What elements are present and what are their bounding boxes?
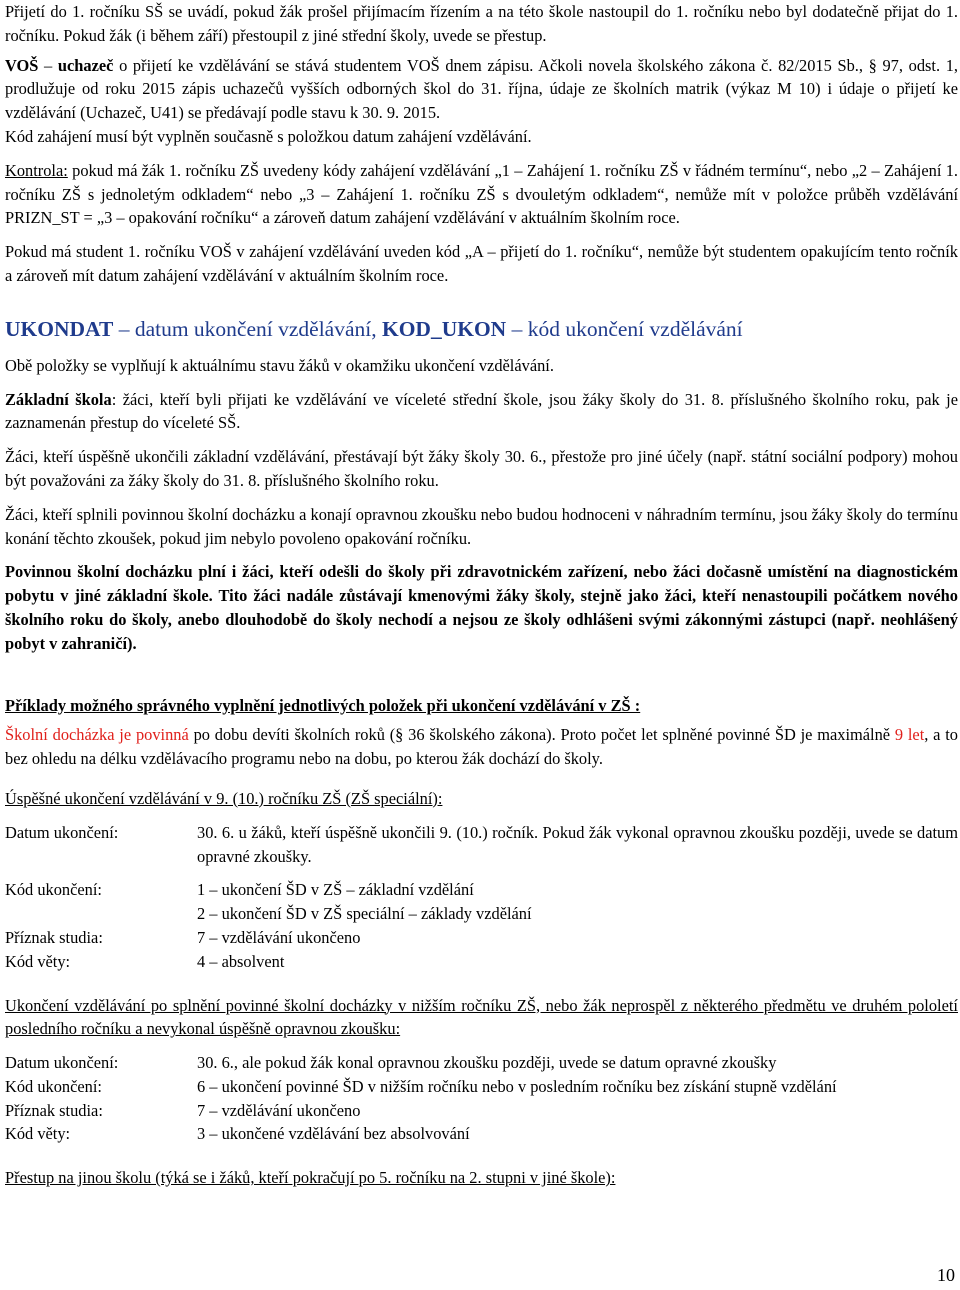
section-heading-ukondat bbox=[5, 314, 958, 344]
field-label: Kód ukončení: bbox=[5, 1076, 102, 1096]
field-value: 2 – ukončení ŠD v ZŠ speciální – základy vzdělání bbox=[197, 904, 532, 924]
field-label: Datum ukončení: bbox=[5, 1053, 119, 1073]
field-row bbox=[5, 1051, 958, 1075]
nizsi-rocnik-fields bbox=[5, 1051, 958, 1146]
datum-ukonceni-row bbox=[5, 821, 958, 869]
field-value: 6 – ukončení povinné ŠD v nižším ročníku nebo v posledním ročníku bez získání stupně vzdělání bbox=[197, 1076, 837, 1096]
field-row bbox=[5, 926, 958, 950]
field-row bbox=[5, 950, 958, 974]
heading-kod-ukon: KOD_UKON bbox=[381, 316, 507, 341]
datum-ukonceni-label: Datum ukončení: bbox=[5, 822, 119, 842]
zakladni-skola-label: Základní škola bbox=[5, 389, 112, 409]
section-title-prestup: Přestup na jinou školu (týká se i žáků, kteří pokračují po 5. ročníku na 2. stupni v jiné škole): bbox=[5, 1168, 616, 1188]
paragraph-obe-polozky: Obě položky se vyplňují k aktuálnímu stavu žáků v okamžiku ukončení vzdělávání. bbox=[5, 355, 554, 375]
field-label: Kód ukončení: bbox=[5, 880, 102, 900]
field-value: 3 – ukončené vzdělávání bez absolvování bbox=[197, 1124, 470, 1144]
uchazec-label: uchazeč bbox=[57, 55, 114, 75]
paragraph-kontrola bbox=[5, 159, 958, 230]
paragraph-skolni-dochazka bbox=[5, 723, 958, 771]
vos-label: VOŠ bbox=[5, 55, 39, 75]
paragraph-student-vos: Pokud má student 1. ročníku VOŠ v zahájení vzdělávání uveden kód „A – přijetí do 1. ročníku“, nemůže být studentem opakujícím tento ročník a zároveň mít datum zahájení vzdělávání v aktuálním školním roce. bbox=[5, 242, 958, 285]
page-number: 10 bbox=[937, 1265, 955, 1286]
paragraph-zakladni-skola bbox=[5, 388, 958, 436]
kontrola-label: Kontrola: bbox=[5, 160, 68, 180]
field-value: 7 – vzdělávání ukončeno bbox=[197, 927, 361, 947]
vos-text: o přijetí ke vzdělávání se stává studentem VOŠ dnem zápisu. Ačkoli novela školského zákona č. 82/2015 Sb., § 97, odst. 1, prodlužuje od roku 2015 zápis uchazečů vyšších odborných škol do 31. října, údaje ze školních matrik (výkaz M 10) i údaje o přijetí ke vzdělávání (Uchazeč, U41) se předávají podle stavu k 30. 9. 2015. bbox=[5, 55, 958, 123]
zakladni-skola-text: : žáci, kteří byli přijati ke vzdělávání ve víceleté střední škole, jsou žáky školy do 31. 8. příslušného školního roku, pak je zaznamenán přestup do víceleté SŠ. bbox=[5, 389, 958, 433]
field-label: Kód věty: bbox=[5, 951, 71, 971]
examples-title: Příklady možného správného vyplnění jednotlivých položek při ukončení vzdělávání v ZŠ : bbox=[5, 695, 641, 715]
datum-ukonceni-value: 30. 6. u žáků, kteří úspěšně ukončili 9. (10.) ročník. Pokud žák vykonal opravnou zkoušku později, uvede se datum opravné zkoušky. bbox=[197, 822, 958, 866]
uspesne-fields bbox=[5, 878, 958, 973]
field-row bbox=[5, 1075, 958, 1099]
paragraph-prijeti: Přijetí do 1. ročníku SŠ se uvádí, pokud žák prošel přijímacím řízením a na této škole nastoupil do 1. ročníku nebo byl dodatečně přijat do 1. ročníku. Pokud žák (i během září) přestoupil z jiné střední školy, uvede se přestup. bbox=[5, 2, 958, 45]
paragraph-splnili-sd: Žáci, kteří splnili povinnou školní docházku a konají opravnou zkoušku nebo budou hodnoceni v náhradním termínu, jsou žáky školy do termínu konání těchto zkoušek, pokud jim nebylo povoleno opakování ročníku. bbox=[5, 504, 958, 548]
field-value: 30. 6., ale pokud žák konal opravnou zkoušku později, uvede se datum opravné zkoušky bbox=[197, 1053, 777, 1073]
dochazka-text-1: po dobu devíti školních roků (§ 36 školského zákona). Proto počet let splněné povinné ŠD je maximálně bbox=[188, 725, 895, 745]
paragraph-kod-zahajeni: Kód zahájení musí být vyplněn současně s položkou datum zahájení vzdělávání. bbox=[5, 126, 532, 146]
section-title-nizsi-rocnik: Ukončení vzdělávání po splnění povinné školní docházky v nižším ročníku ZŠ, nebo žák neprospěl z některého předmětu ve druhém pololetí posledního ročníku a nevykonal úspěšně opravnou zkoušku: bbox=[5, 995, 958, 1039]
vos-dash: – bbox=[38, 55, 58, 75]
field-label: Příznak studia: bbox=[5, 1100, 103, 1120]
field-label: Příznak studia: bbox=[5, 927, 103, 947]
field-row bbox=[5, 878, 958, 902]
field-row bbox=[5, 902, 958, 926]
field-label: Kód věty: bbox=[5, 1124, 71, 1144]
field-value: 7 – vzdělávání ukončeno bbox=[197, 1100, 361, 1120]
heading-ukondat: UKONDAT bbox=[5, 316, 114, 341]
document-content bbox=[5, 0, 958, 1190]
field-row bbox=[5, 1122, 958, 1146]
paragraph-uspesne-ukoncili: Žáci, kteří úspěšně ukončili základní vzdělávání, přestávají být žáky školy 30. 6., přestože pro jiné účely (např. státní sociální podpory) mohou být považováni za žáky školy do 31. 8. příslušného školního roku. bbox=[5, 447, 958, 490]
devet-let-highlight: 9 let bbox=[894, 725, 925, 745]
section-title-uspesne: Úspěšné ukončení vzdělávání v 9. (10.) ročníku ZŠ (ZŠ speciální): bbox=[5, 788, 443, 808]
povinna-highlight: Školní docházka je povinná bbox=[5, 725, 189, 745]
dochazka-text-2: , a to bez ohledu na délku vzdělávacího programu nebo na dobu, po kterou žák dochází do školy. bbox=[5, 725, 958, 769]
field-label bbox=[5, 902, 197, 926]
field-value: 4 – absolvent bbox=[197, 951, 285, 971]
paragraph-povinnou-sd: Povinnou školní docházku plní i žáci, kteří odešli do školy při zdravotnickém zařízení, nebo žáci dočasně umístění na diagnostickém pobytu v jiné základní škole. Tito žáci nadále zůstávají kmenovými žáky školy, stejně jako žáci, kteří nenastoupili počátkem nového školního roku do školy, anebo dlouhodobě do školy nechodí a nejsou ze školy odhlášeni svými zákonnými zástupci (např. neohlášený pobyt v zahraničí). bbox=[5, 562, 958, 653]
field-value: 1 – ukončení ŠD v ZŠ – základní vzdělání bbox=[197, 880, 474, 900]
heading-ukondat-desc: – datum ukončení vzdělávání, bbox=[113, 316, 382, 341]
heading-kod-ukon-desc: – kód ukončení vzdělávání bbox=[506, 316, 743, 341]
field-row bbox=[5, 1099, 958, 1123]
paragraph-vos bbox=[5, 54, 958, 125]
kontrola-text: pokud má žák 1. ročníku ZŠ uvedeny kódy zahájení vzdělávání „1 – Zahájení 1. ročníku ZŠ v řádném termínu“, nebo „2 – Zahájení 1. ročníku ZŠ s jednoletým odkladem“ nebo „3 – Zahájení 1. ročníku ZŠ s dvouletým odkladem“, nemůže mít v položce průběh vzdělávání PRIZN_ST = „3 – opakování ročníku“ a zároveň datum zahájení vzdělávání v aktuálním školním roce. bbox=[5, 160, 958, 228]
